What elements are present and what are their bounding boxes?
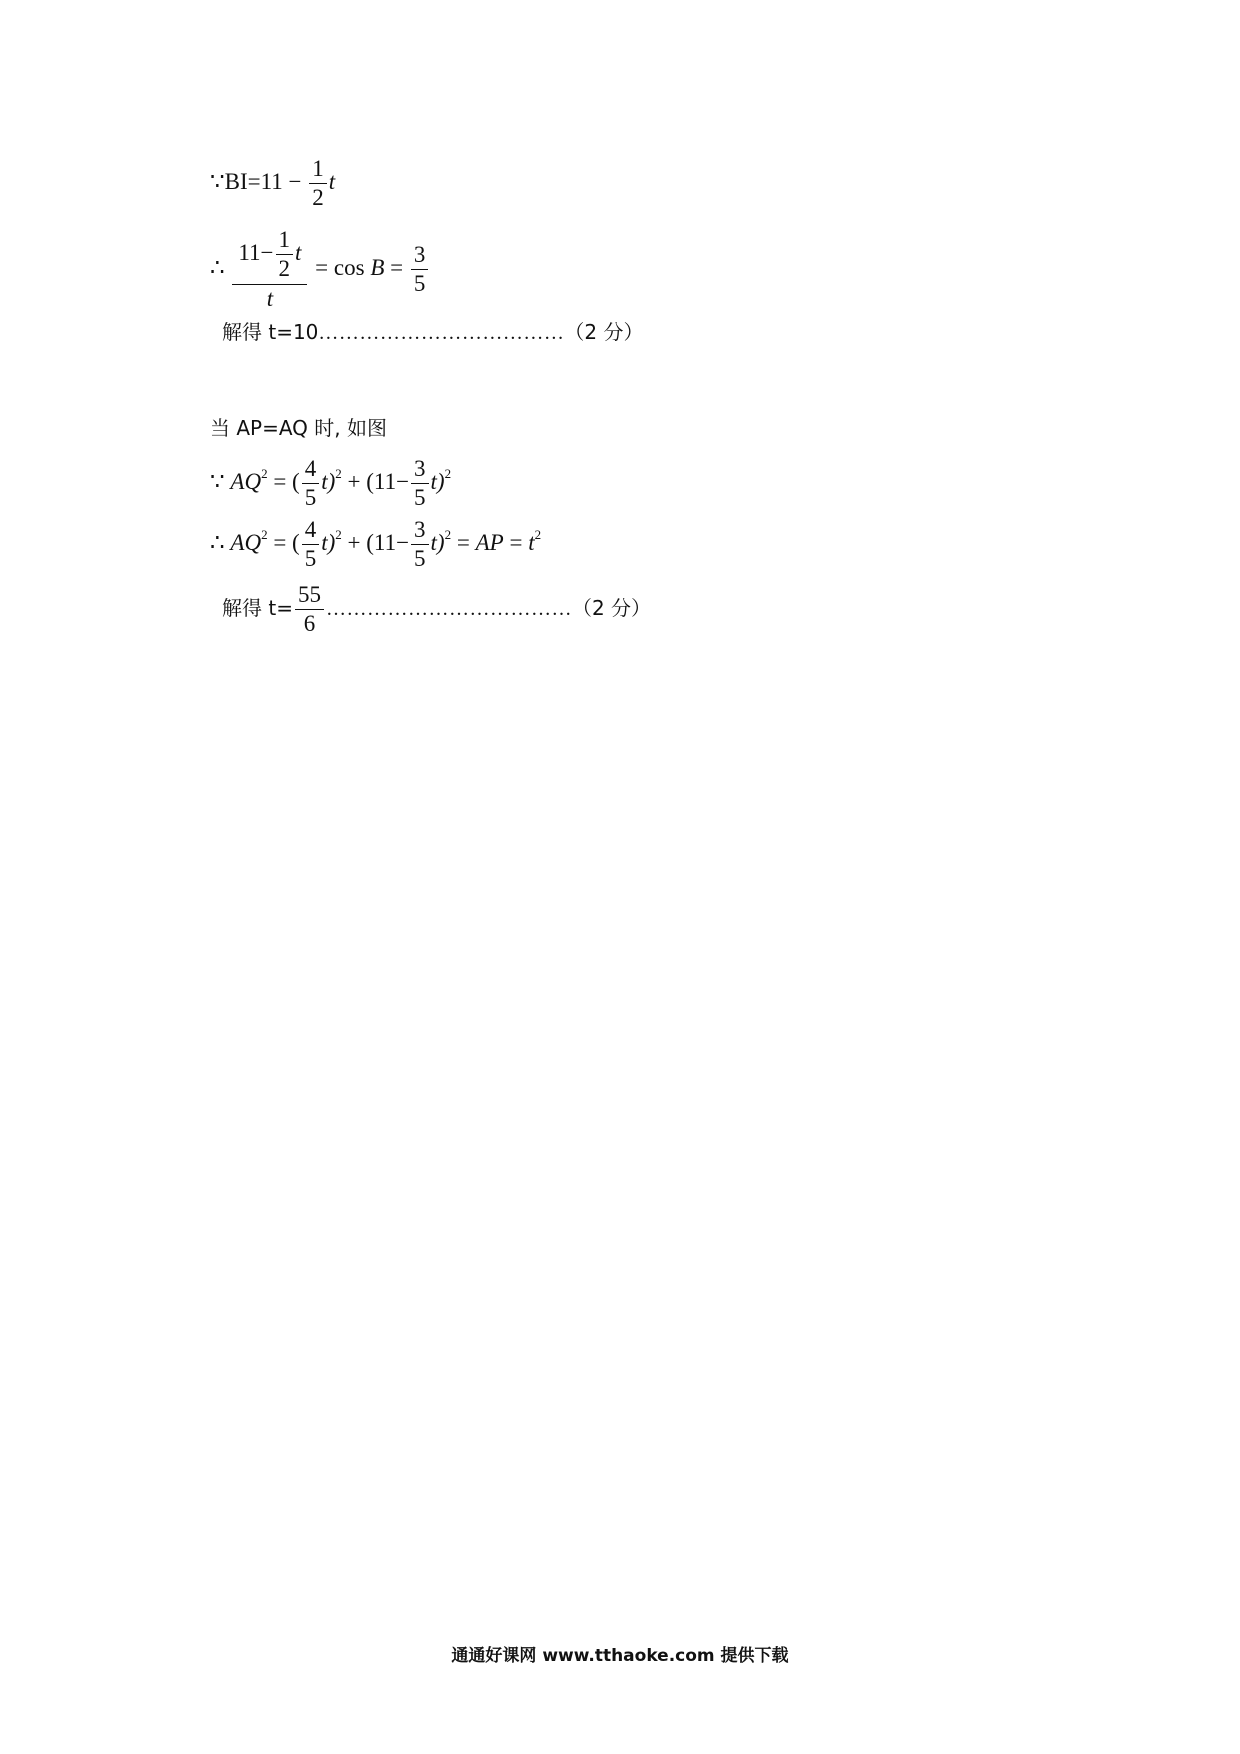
equals-sign: =	[456, 529, 470, 555]
aq-term: AQ	[230, 468, 262, 494]
equals-sign: =	[315, 255, 329, 280]
frac-numerator: 1	[309, 157, 327, 184]
solution-label: 解得 t=	[222, 595, 293, 620]
fraction-three-fifths	[411, 243, 429, 296]
bi-equation	[210, 157, 335, 210]
aq-equation-2	[210, 518, 541, 571]
fraction-three-fifths	[411, 457, 429, 510]
frac-numerator: 3	[411, 457, 429, 484]
frac-numerator: 3	[411, 243, 429, 270]
solution-line-1	[222, 320, 644, 343]
fraction-four-fifths	[302, 518, 320, 571]
leader-dots: ………………………………	[318, 322, 565, 344]
minus-sign: −	[288, 168, 302, 194]
close-term: t)	[430, 468, 445, 494]
exponent: 2	[261, 465, 268, 481]
fraction-three-fifths	[411, 518, 429, 571]
equals-sign: =	[390, 255, 404, 280]
leader-dots: ………………………………	[325, 597, 572, 620]
exponent: 2	[335, 465, 342, 481]
therefore-symbol: ∴	[210, 255, 225, 280]
bi-lhs: BI=11	[224, 168, 283, 194]
variable-t: t	[328, 168, 336, 194]
frac-numerator: 4	[302, 518, 320, 545]
angle-b: B	[370, 255, 385, 280]
score-note: （2 分）	[571, 595, 652, 620]
frac-denominator: 5	[413, 271, 426, 297]
close-term: t)	[430, 529, 445, 555]
equals-sign: =	[509, 529, 523, 555]
frac-denominator: 6	[303, 611, 316, 637]
close-term: t)	[321, 468, 336, 494]
therefore-symbol: ∴	[210, 529, 225, 555]
plus-sign: +	[347, 529, 361, 555]
score-note: （2 分）	[564, 320, 644, 344]
exponent: 2	[335, 526, 342, 542]
open-paren: (	[292, 529, 300, 555]
because-symbol: ∵	[210, 468, 225, 494]
open-paren: (	[292, 468, 300, 494]
open-term: (11−	[366, 468, 410, 494]
compound-fraction	[232, 228, 307, 311]
close-term: t)	[321, 529, 336, 555]
fraction-four-fifths	[302, 457, 320, 510]
because-symbol: ∵	[210, 168, 225, 194]
solution-line-2	[222, 583, 651, 636]
open-term: (11−	[366, 529, 410, 555]
fraction-half	[309, 157, 327, 210]
cos-function: cos	[333, 255, 365, 280]
compound-numerator	[232, 228, 307, 285]
exponent: 2	[444, 526, 452, 542]
equals-sign: =	[273, 529, 287, 555]
frac-denominator: 5	[304, 485, 317, 511]
exponent: 2	[444, 465, 452, 481]
inner-lead: 11−	[238, 239, 274, 265]
ap-term: AP	[475, 529, 504, 555]
frac-denominator: 2	[312, 185, 324, 211]
ratio-equation	[210, 228, 430, 311]
exponent: 2	[534, 526, 542, 542]
frac-denominator: 5	[414, 485, 426, 511]
case-heading: 当 AP=AQ 时, 如图	[210, 416, 388, 440]
frac-numerator: 3	[411, 518, 429, 545]
plus-sign: +	[347, 468, 361, 494]
exponent: 2	[261, 526, 268, 542]
t-term: t	[528, 529, 535, 555]
frac-numerator: 55	[295, 583, 324, 610]
frac-denominator: 5	[304, 546, 317, 572]
solution-label: 解得 t=10	[222, 320, 319, 344]
frac-denominator: 5	[414, 546, 426, 572]
inner-variable: t	[295, 239, 302, 265]
aq-equation-1	[210, 457, 451, 510]
inner-frac-denominator: 2	[278, 256, 291, 282]
inner-fraction	[276, 228, 294, 281]
equals-sign: =	[273, 468, 287, 494]
frac-numerator: 4	[302, 457, 320, 484]
page-footer: 通通好课网 www.tthaoke.com 提供下载	[451, 1646, 789, 1666]
compound-denominator: t	[266, 286, 274, 312]
inner-frac-numerator: 1	[276, 228, 294, 255]
fraction-solution	[295, 583, 324, 636]
aq-term: AQ	[230, 529, 262, 555]
